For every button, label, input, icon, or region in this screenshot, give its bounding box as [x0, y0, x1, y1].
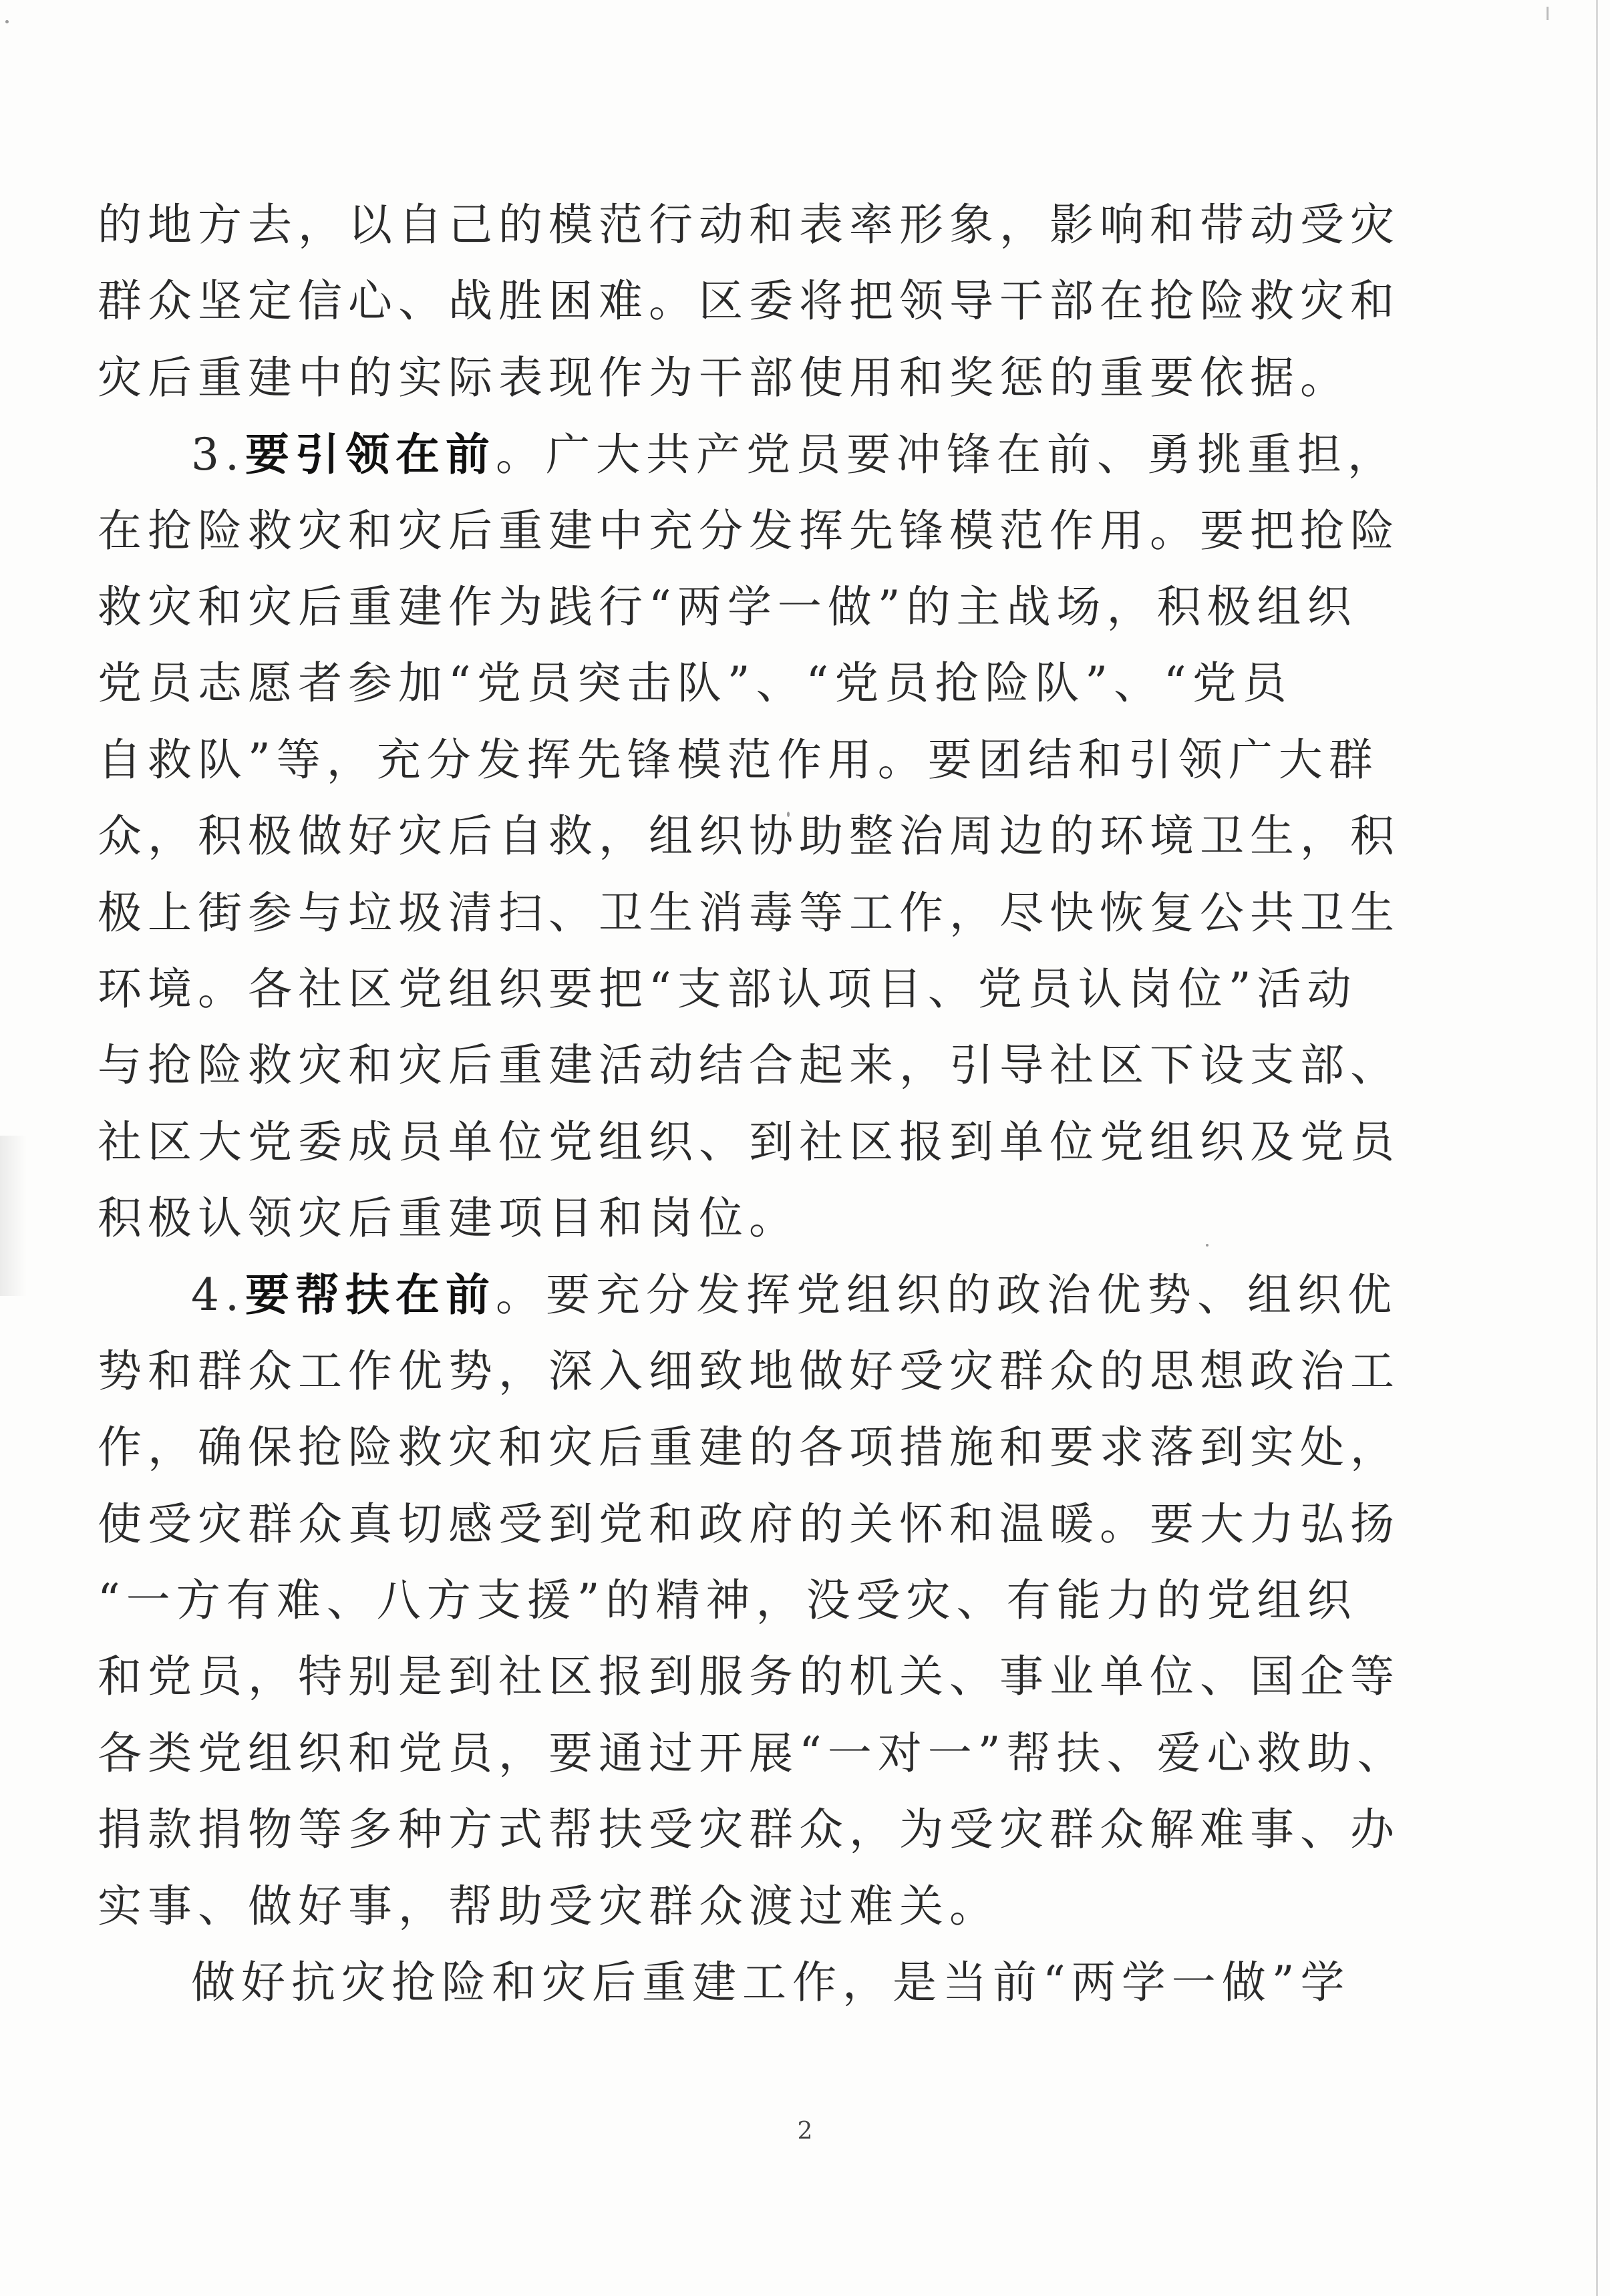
paragraph-first-line: 做好抗灾抢险和灾后重建工作，是当前“两学一做”学 — [191, 1956, 1351, 2008]
scan-speck — [1547, 7, 1549, 20]
body-text — [98, 187, 1408, 2021]
text-line: 的地方去，以自己的模范行动和表率形象，影响和带动受灾 — [98, 199, 1400, 251]
text-line: 极上街参与垃圾清扫、卫生消毒等工作，尽快恢复公共卫生 — [98, 886, 1400, 939]
text-line: 救灾和灾后重建作为践行“两学一做”的主战场，积极组织 — [98, 581, 1357, 633]
text-line: 在抢险救灾和灾后重建中充分发挥先锋模范作用。要把抢险 — [98, 504, 1400, 556]
text-line: 作，确保抢险救灾和灾后重建的各项措施和要求落到实处， — [98, 1422, 1400, 1474]
text-line: 势和群众工作优势，深入细致地做好受灾群众的思想政治工 — [98, 1345, 1400, 1397]
text-line: 与抢险救灾和灾后重建活动结合起来，引导社区下设支部、 — [98, 1039, 1400, 1092]
text-line: 党员志愿者参加“党员突击队”、“党员抢险队”、“党员 — [98, 657, 1293, 709]
text-line: 捐款捐物等多种方式帮扶受灾群众，为受灾群众解难事、办 — [98, 1804, 1400, 1856]
item-heading: 要引领在前 — [245, 428, 496, 481]
text-line: 和党员，特别是到社区报到服务的机关、事业单位、国企等 — [98, 1651, 1400, 1703]
text-line: 灾后重建中的实际表现作为干部使用和奖惩的重要依据。 — [98, 351, 1350, 403]
scan-edge-line — [1596, 0, 1598, 2296]
text-line: 群众坚定信心、战胜困难。区委将把领导干部在抢险救灾和 — [98, 275, 1400, 327]
item-number: 3. — [191, 429, 245, 481]
paragraph-first-line — [98, 416, 1398, 492]
item-heading: 要帮扶在前 — [245, 1269, 496, 1321]
item-text: 。广大共产党员要冲锋在前、勇挑重担， — [495, 429, 1398, 481]
text-line: 自救队”等，充分发挥先锋模范作用。要团结和引领广大群 — [98, 733, 1379, 786]
text-line: 众，积极做好灾后自救，组织协助整治周边的环境卫生，积 — [98, 810, 1400, 862]
item-text: 。要充分发挥党组织的政治优势、组织优 — [495, 1269, 1398, 1321]
text-line: 各类党组织和党员，要通过开展“一对一”帮扶、爱心救助、 — [98, 1727, 1408, 1779]
text-line: “一方有难、八方支援”的精神，没受灾、有能力的党组织 — [98, 1575, 1357, 1627]
page-number: 2 — [797, 2118, 813, 2145]
text-line: 环境。各社区党组织要把“支部认项目、党员认岗位”活动 — [98, 963, 1357, 1015]
paragraph-first-line — [98, 1257, 1398, 1333]
text-line: 实事、做好事，帮助受灾群众渡过难关。 — [98, 1880, 999, 1932]
item-number: 4. — [191, 1269, 245, 1321]
text-line: 使受灾群众真切感受到党和政府的关怀和温暖。要大力弘扬 — [98, 1498, 1400, 1550]
text-line: 社区大党委成员单位党组织、到社区报到单位党组织及党员 — [98, 1116, 1400, 1168]
text-line: 积极认领灾后重建项目和岗位。 — [98, 1192, 799, 1245]
scan-shadow — [0, 1136, 27, 1296]
scan-speck — [5, 20, 9, 23]
